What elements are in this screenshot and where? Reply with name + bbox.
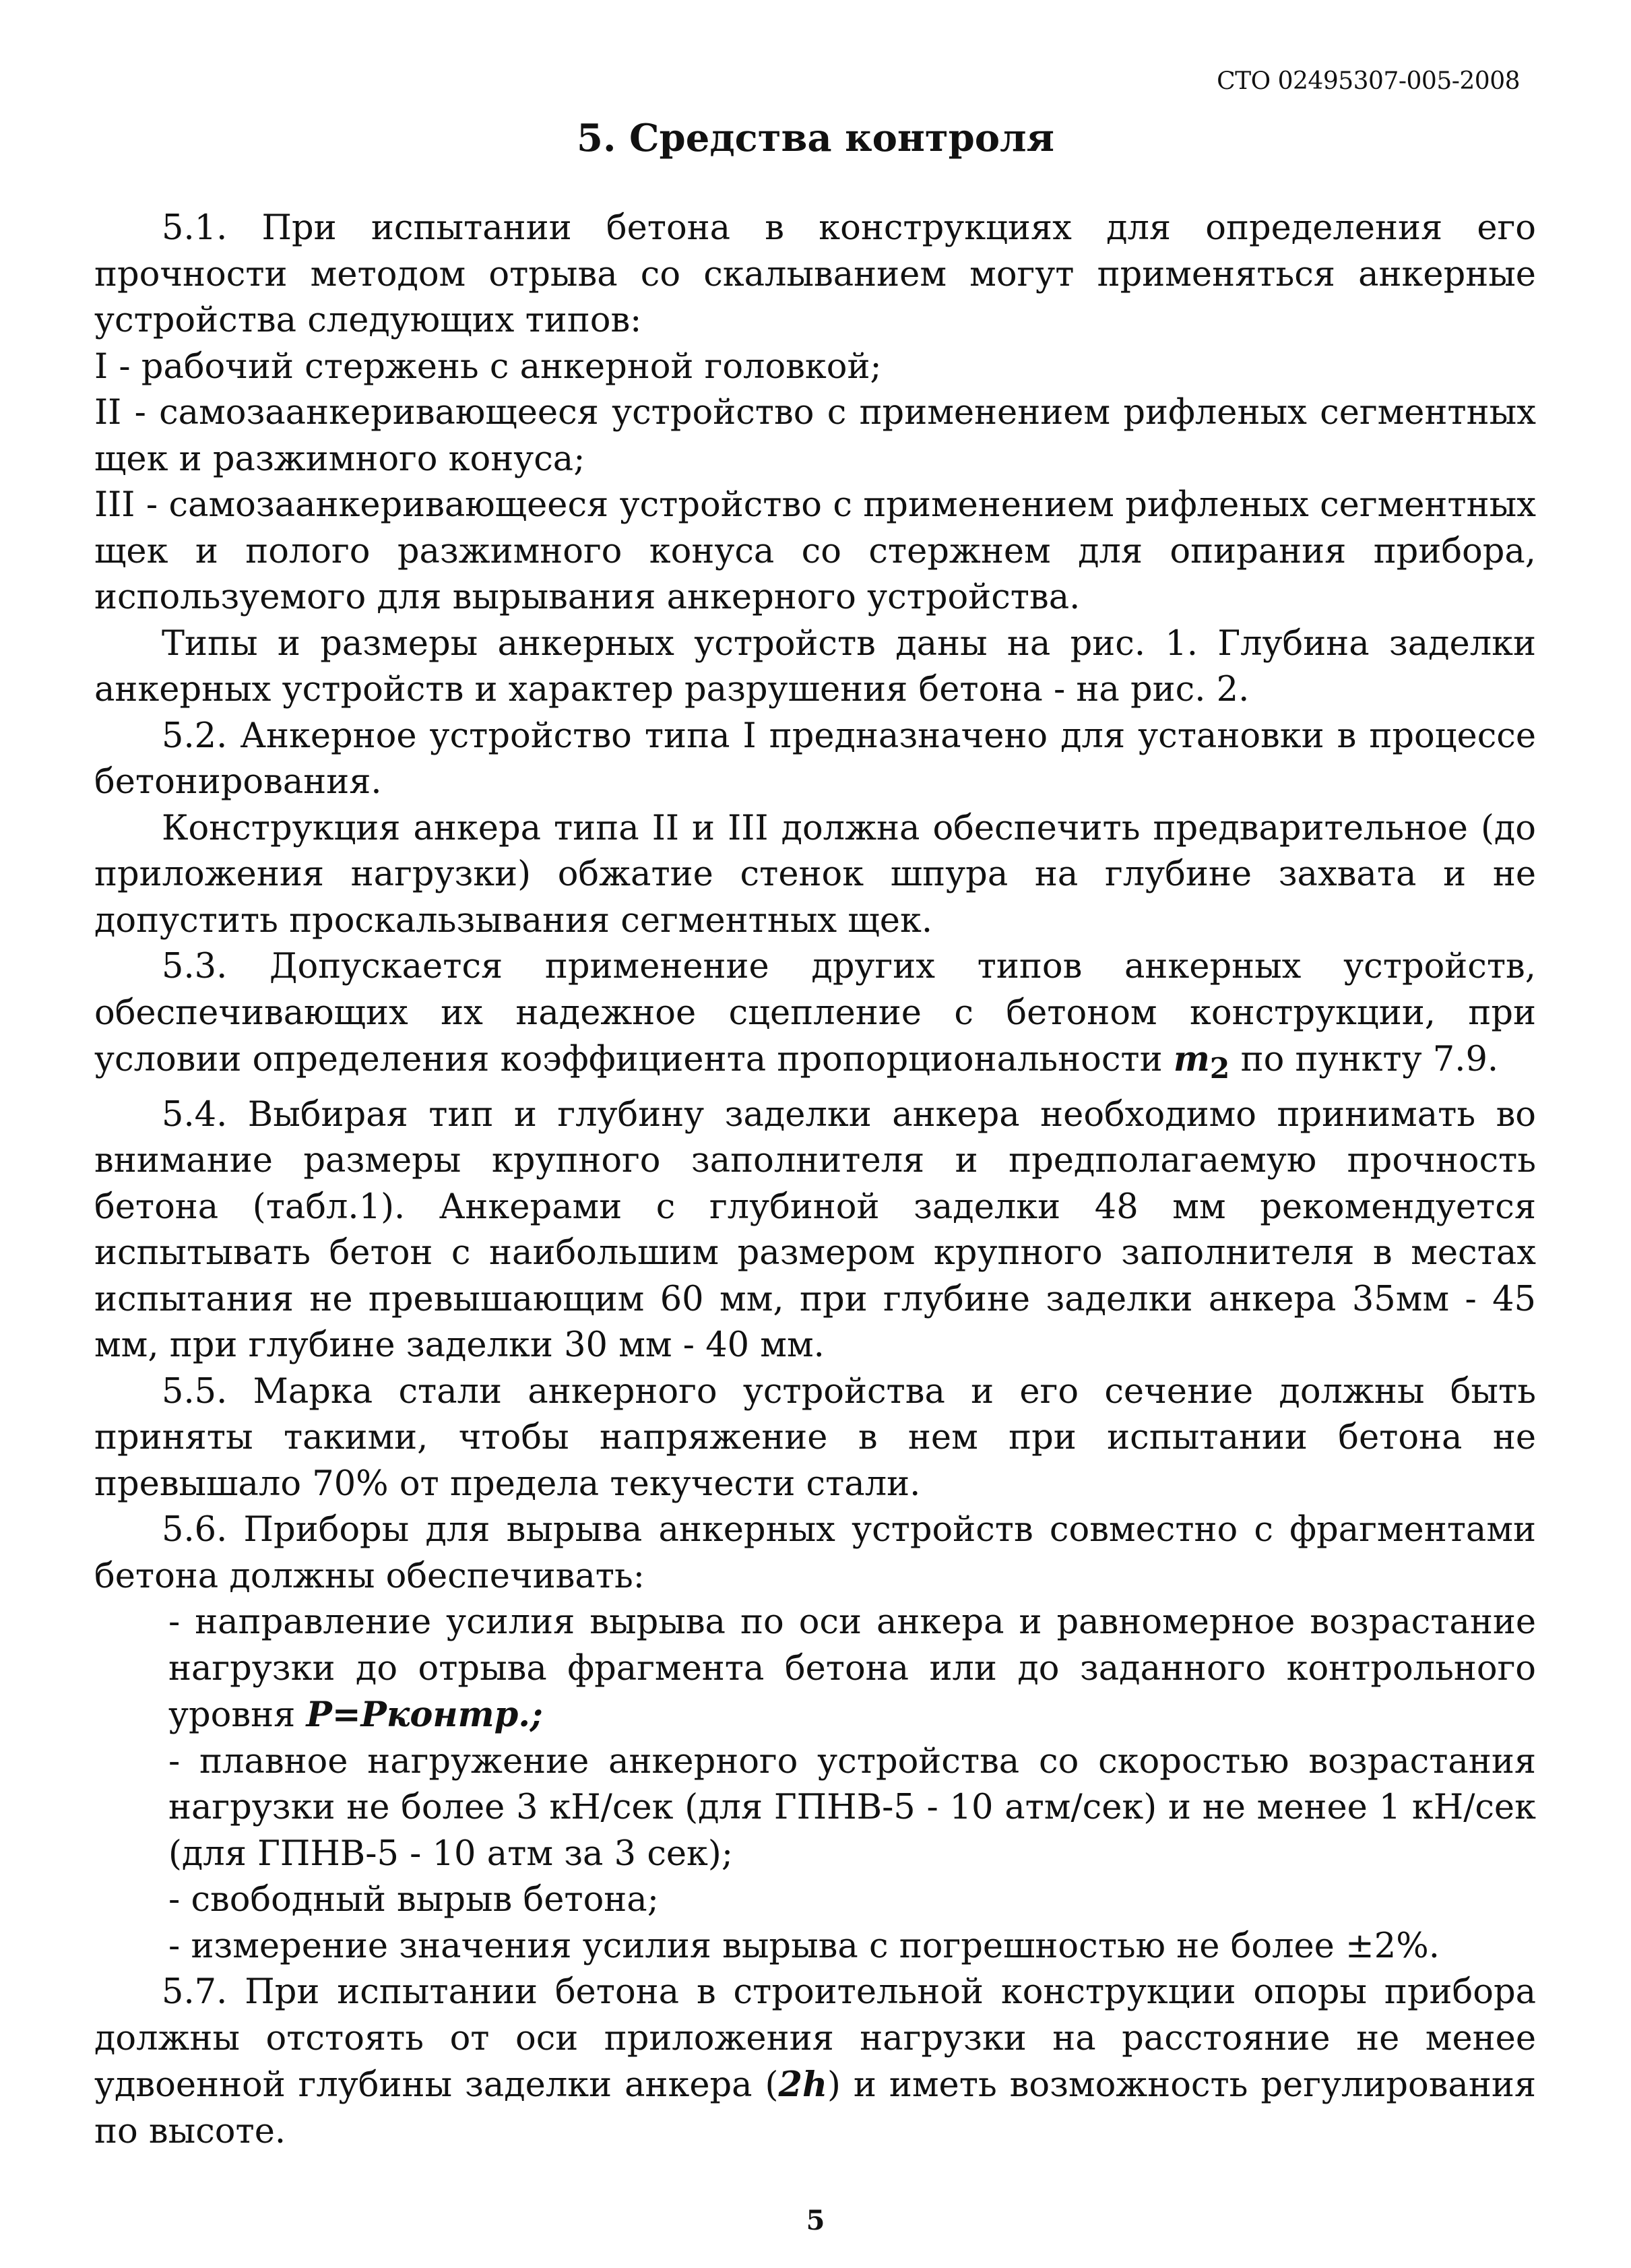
paragraph-5-1: 5.1. При испытании бетона в конструкциях для определения его прочности методом отрыва со скалыванием могут применяться анкерные устройства следующих типов:	[94, 208, 1536, 340]
document-code: СТО 02495307-005-2008	[1217, 67, 1520, 95]
requirements-list	[168, 1600, 1536, 1970]
paragraph-5-3-ref: по пункту 7.9.	[1240, 1040, 1499, 1079]
paragraph-5-7-text: 5.7. При испытании бетона в строительной конструкции опоры прибора должны отстоять от оси приложения нагрузки на расстояние не менее удвоенной глубины заделки анкера (	[94, 1972, 1536, 2106]
paragraph-5-7-end: ) и иметь возможность регулирования по высоте.	[94, 2065, 1536, 2151]
anchor-type-3: III - самозаанкеривающееся устройство с применением рифленых сегментных щек и полого разжимного конуса со стержнем для опирания прибора, используемого для вырывания анкерного устройства.	[94, 485, 1536, 617]
page-number: 5	[806, 2205, 825, 2236]
list-item-text: - направление усилия вырыва по оси анкера и равномерное возрастание нагрузки до отрыва фрагмента бетона или до заданного контрольного уровня	[168, 1602, 1536, 1736]
paragraph-5-2: 5.2. Анкерное устройство типа I предназначено для установки в процессе бетонирования.	[94, 716, 1536, 802]
coefficient-subscript: 2	[1209, 1052, 1230, 1086]
load-formula: P=Pконтр.;	[306, 1695, 543, 1736]
paragraph-5-1-figures: Типы и размеры анкерных устройств даны на рис. 1. Глубина заделки анкерных устройств и характер разрушения бетона - на рис. 2.	[94, 623, 1536, 710]
paragraph-5-7	[94, 1970, 1536, 2155]
anchor-type-1: I - рабочий стержень с анкерной головкой;	[94, 346, 882, 387]
section-body	[94, 206, 1536, 2155]
paragraph-5-3-text: 5.3. Допускается применение других типов анкерных устройств, обеспечивающих их надежное сцепление с бетоном конструкции, при условии определения коэффициента пропорциональности	[94, 947, 1536, 1079]
paragraph-5-3	[94, 944, 1536, 1092]
paragraph-5-4: 5.4. Выбирая тип и глубину заделки анкера необходимо принимать во внимание размеры крупного заполнителя и предполагаемую прочность бетона (табл.1). Анкерами с глубиной заделки 48 мм рекомендуется испытывать бетон с наибольшим размером крупного заполнителя в местах испытания не превышающим 60 мм, при глубине заделки анкера 35мм - 45 мм, при глубине заделки 30 мм - 40 мм.	[94, 1094, 1536, 1366]
coefficient-symbol: m	[1173, 1039, 1210, 1079]
list-item: - плавное нагружение анкерного устройства со скоростью возрастания нагрузки не более 3 кН/сек (для ГПНВ-5 - 10 атм/сек) и не менее 1 кН/сек (для ГПНВ-5 - 10 атм за 3 сек);	[168, 1741, 1536, 1874]
list-item: - измерение значения усилия вырыва с погрешностью не более ±2%.	[168, 1926, 1440, 1966]
section-title: 5. Средства контроля	[577, 116, 1054, 160]
anchor-type-2: II - самозаанкеривающееся устройство с применением рифленых сегментных щек и разжимного конуса;	[94, 393, 1536, 479]
depth-symbol: 2h	[778, 2065, 828, 2106]
list-item: - свободный вырыв бетона;	[168, 1880, 659, 1920]
paragraph-5-2-construction: Конструкция анкера типа II и III должна обеспечить предварительное (до приложения нагрузки) обжатие стенок шпура на глубине захвата и не допустить проскальзывания сегментных щек.	[94, 808, 1536, 941]
list-item	[168, 1600, 1536, 1739]
paragraph-5-5: 5.5. Марка стали анкерного устройства и его сечение должны быть приняты такими, чтобы напряжение в нем при испытании бетона не превышало 70% от предела текучести стали.	[94, 1371, 1536, 1504]
paragraph-5-6: 5.6. Приборы для вырыва анкерных устройств совместно с фрагментами бетона должны обеспечивать:	[94, 1510, 1536, 1596]
